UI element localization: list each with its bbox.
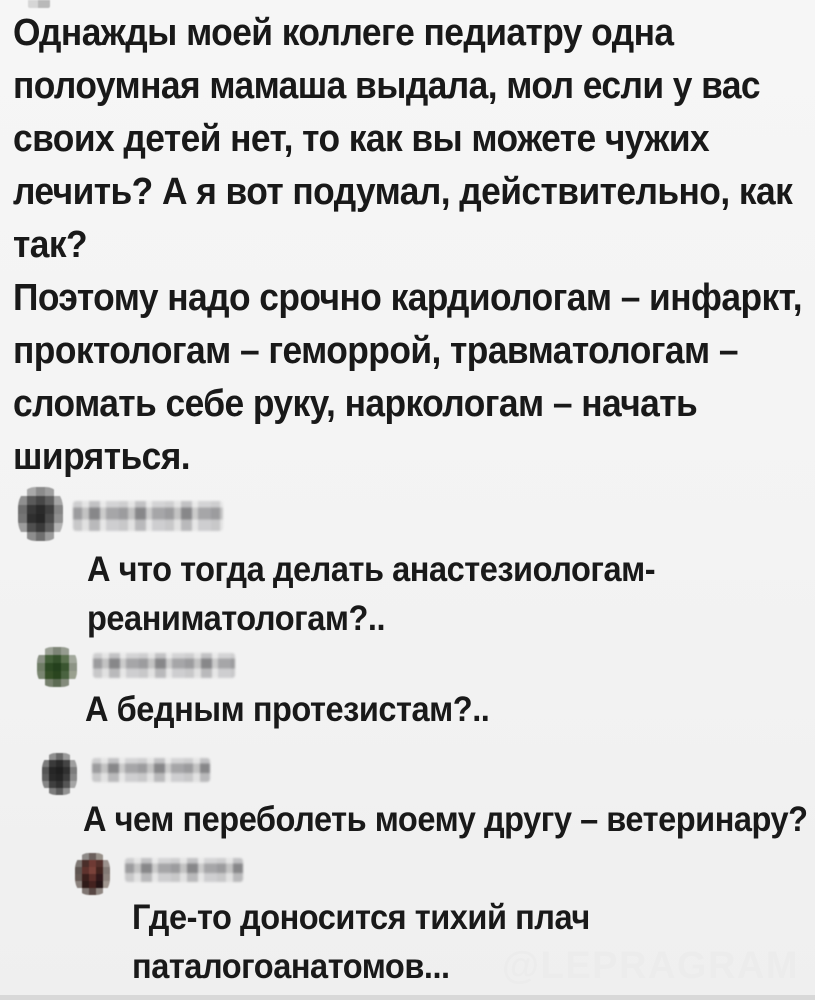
comment [132,893,624,991]
comment-line: А чем переболеть моему другу – ветеринару? [83,800,808,839]
avatar-pixels [37,647,45,655]
blurred-username[interactable] [93,653,235,678]
post-line: своих детей нет, то как вы можете чужих [13,118,710,160]
comment [83,795,815,844]
post-line: Поэтому надо срочно кардиологам – инфаркт, [13,277,802,319]
blurred-avatar-icon[interactable] [75,853,110,895]
comment [87,545,698,643]
bottom-edge-strip [0,995,815,1000]
comment-line: А бедным протезистам?.. [85,690,490,729]
watermark: @LEPRAGRAM [502,945,799,987]
blurred-avatar-icon[interactable] [42,753,77,795]
avatar-pixels [18,487,27,496]
avatar-pixels [75,853,82,860]
comment [85,685,520,734]
post-line: проктологам – геморрой, травматологам – [13,330,738,372]
blurred-username[interactable] [73,501,223,531]
comment-line: реаниматологам?.. [87,599,386,638]
post-line: так? [13,224,88,266]
post-line: сломать себе руку, наркологам – начать [13,383,698,425]
post-line: лечить? А я вот подумал, действительно, как [13,171,793,213]
blurred-username[interactable] [125,858,243,882]
post-line: ширяться. [13,436,191,478]
avatar-pixels [42,753,49,760]
comment-line: А что тогда делать анастезиологам- [87,550,656,589]
comment-line: паталогоанатомов... [132,947,450,986]
blurred-avatar-icon[interactable] [37,647,77,687]
blurred-avatar-icon[interactable] [18,487,63,541]
post-line: Однажды моей коллеге педиатру одна [13,12,674,54]
post-text [13,7,815,484]
comment-line: Где-то доносится тихий плач [132,898,590,937]
blurred-username[interactable] [92,758,210,782]
post-line: полоумная мамаша выдала, мол если у вас [13,65,761,107]
